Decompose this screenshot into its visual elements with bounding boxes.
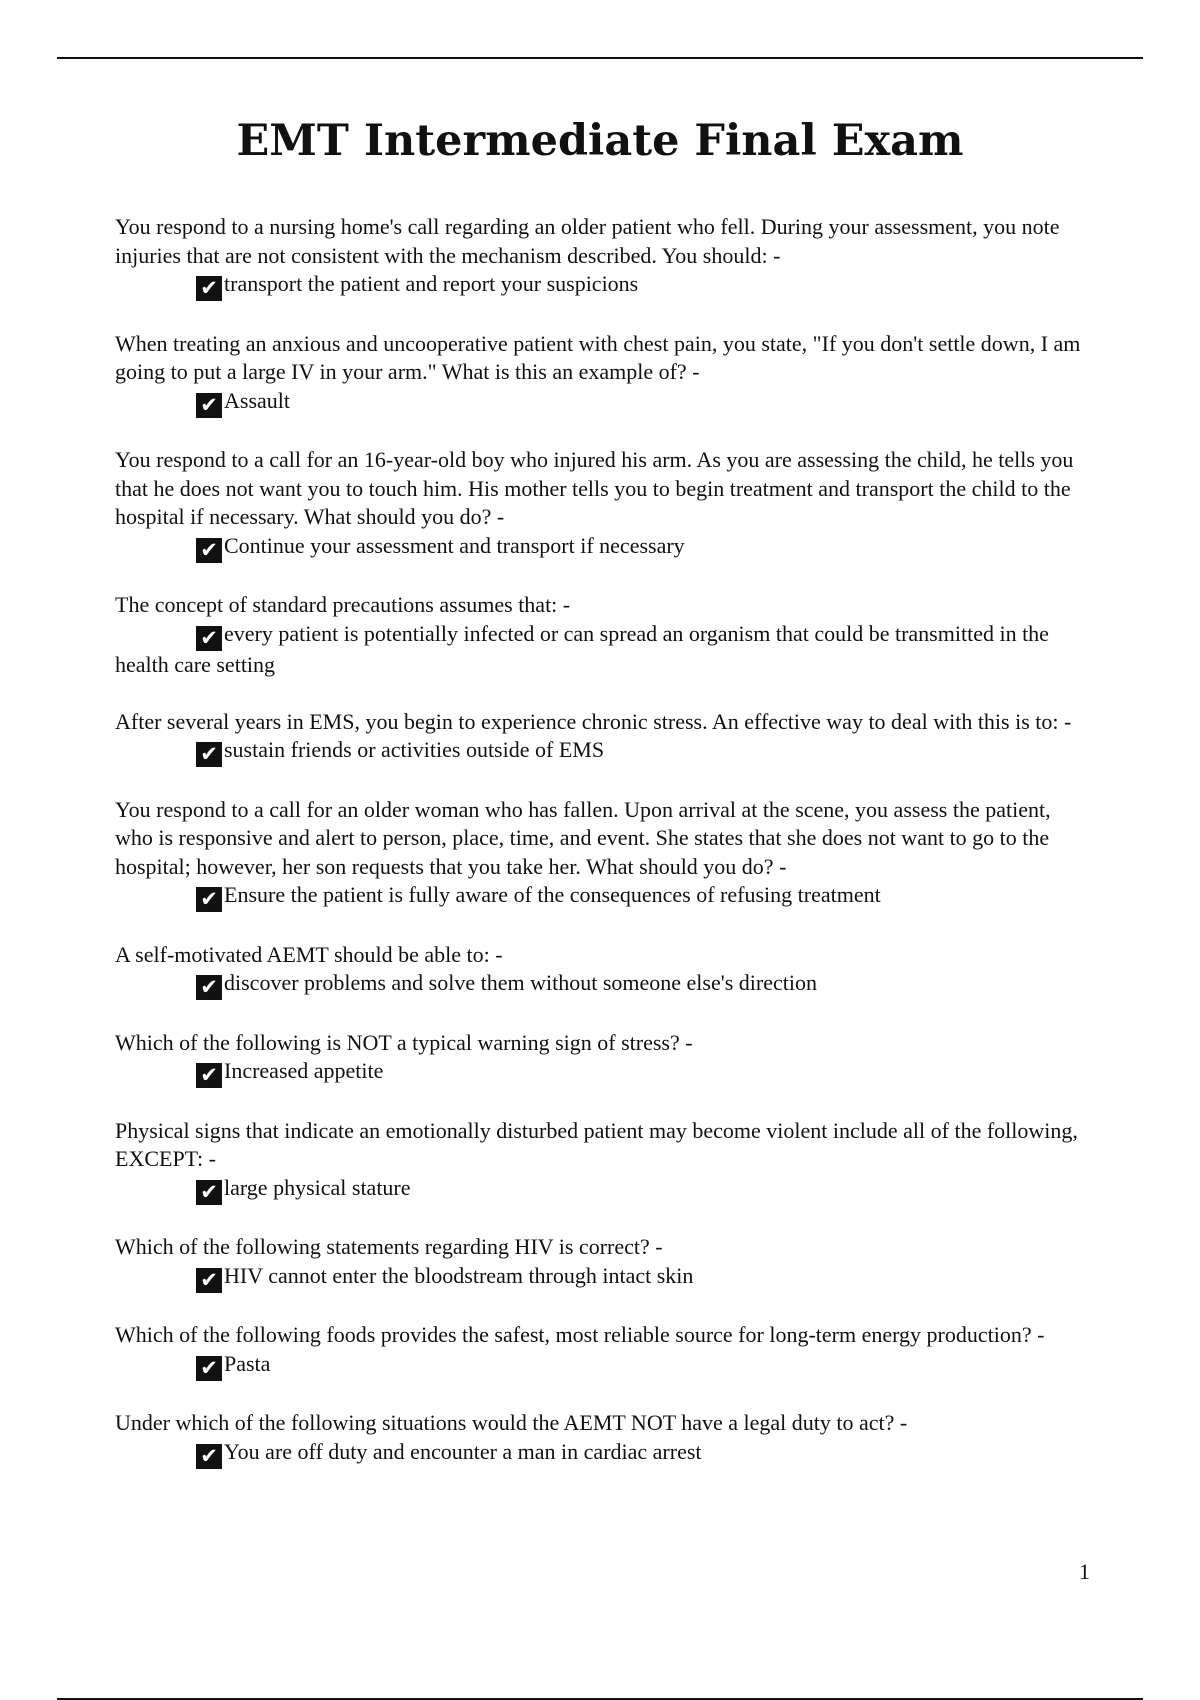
question-text: Physical signs that indicate an emotionally disturbed patient may become violent include all of the following, EXCEPT: - <box>115 1117 1078 1171</box>
checkbox-checked-icon: ✔ <box>196 1063 222 1088</box>
answer-line <box>115 1174 1090 1205</box>
checkbox-checked-icon: ✔ <box>196 1268 222 1293</box>
checkbox-checked-icon: ✔ <box>196 393 222 418</box>
checkbox-checked-icon: ✔ <box>196 975 222 1000</box>
qa-item <box>115 330 1090 418</box>
answer-line <box>115 736 1090 767</box>
qa-item <box>115 591 1090 679</box>
checkbox-checked-icon: ✔ <box>196 1444 222 1469</box>
question-text: After several years in EMS, you begin to experience chronic stress. An effective way to deal with this is to: - <box>115 708 1072 734</box>
qa-item <box>115 213 1090 301</box>
page-number: 1 <box>1079 1559 1090 1584</box>
question-text: The concept of standard precautions assumes that: - <box>115 592 571 617</box>
qa-item <box>115 1029 1090 1089</box>
checkbox-checked-icon: ✔ <box>196 538 222 563</box>
answer-text: Increased appetite <box>224 1058 384 1083</box>
question-text: Which of the following statements regarding HIV is correct? - <box>115 1234 663 1259</box>
answer-text: Pasta <box>224 1350 271 1376</box>
answer-text: Ensure the patient is fully aware of the consequences of refusing treatment <box>224 882 881 907</box>
qa-item <box>115 1321 1090 1381</box>
answer-line <box>115 1057 1090 1088</box>
question-text: A self-motivated AEMT should be able to: - <box>115 941 503 967</box>
checkbox-checked-icon: ✔ <box>196 1180 222 1205</box>
answer-text: Assault <box>224 387 290 413</box>
answer-line <box>115 1438 1090 1469</box>
answer-text: HIV cannot enter the bloodstream through intact skin <box>224 1262 694 1288</box>
answer-text: Continue your assessment and transport if necessary <box>224 532 685 558</box>
question-text: Which of the following is NOT a typical warning sign of stress? - <box>115 1029 693 1055</box>
page-title: EMT Intermediate Final Exam <box>236 116 964 166</box>
question-text: You respond to a call for an older woman who has fallen. Upon arrival at the scene, you assess the patient, who is responsive and alert to person, place, time, and event. She states that she does not want to go to the hospital; however, her son requests that you take her. What should you do? - <box>115 796 1051 879</box>
answer-line <box>115 532 1090 563</box>
checkbox-checked-icon: ✔ <box>196 742 222 767</box>
question-text: When treating an anxious and uncooperative patient with chest pain, you state, "If you don't settle down, I am going to put a large IV in your arm." What is this an example of? - <box>115 330 1081 384</box>
qa-list <box>115 213 1090 1497</box>
qa-item <box>115 796 1090 913</box>
checkbox-checked-icon: ✔ <box>196 276 222 301</box>
question-text: Which of the following foods provides the safest, most reliable source for long-term energy production? - <box>115 1322 1045 1347</box>
answer-text: every patient is potentially infected or can spread an organism that could be transmitted in the health care setting <box>115 620 1049 677</box>
question-text: You respond to a call for an 16-year-old boy who injured his arm. As you are assessing the child, he tells you that he does not want you to touch him. His mother tells you to begin treatment and transport the child to the hospital if necessary. What should you do? - <box>115 447 1074 529</box>
answer-text: discover problems and solve them without someone else's direction <box>224 970 817 995</box>
answer-line <box>115 969 1090 1000</box>
checkbox-checked-icon: ✔ <box>196 1356 222 1381</box>
answer-line <box>115 270 1090 301</box>
checkbox-checked-icon: ✔ <box>196 887 222 912</box>
qa-item <box>115 1233 1090 1293</box>
checkbox-checked-icon: ✔ <box>196 626 222 651</box>
answer-line <box>115 1350 1090 1381</box>
answer-line <box>115 1262 1090 1293</box>
qa-item <box>115 941 1090 1001</box>
qa-item <box>115 1117 1090 1205</box>
qa-item <box>115 446 1090 563</box>
answer-text: transport the patient and report your suspicions <box>224 271 639 296</box>
top-rule <box>57 57 1143 59</box>
answer-text: You are off duty and encounter a man in cardiac arrest <box>224 1438 702 1464</box>
answer-line <box>115 620 1090 680</box>
answer-text: large physical stature <box>224 1174 411 1200</box>
question-text: You respond to a nursing home's call regarding an older patient who fell. During your assessment, you note injuries that are not consistent with the mechanism described. You should: - <box>115 214 1060 268</box>
question-text: Under which of the following situations would the AEMT NOT have a legal duty to act? - <box>115 1410 908 1435</box>
answer-line <box>115 881 1090 912</box>
qa-item <box>115 708 1090 768</box>
qa-item <box>115 1409 1090 1469</box>
answer-text: sustain friends or activities outside of EMS <box>224 737 605 762</box>
answer-line <box>115 387 1090 418</box>
